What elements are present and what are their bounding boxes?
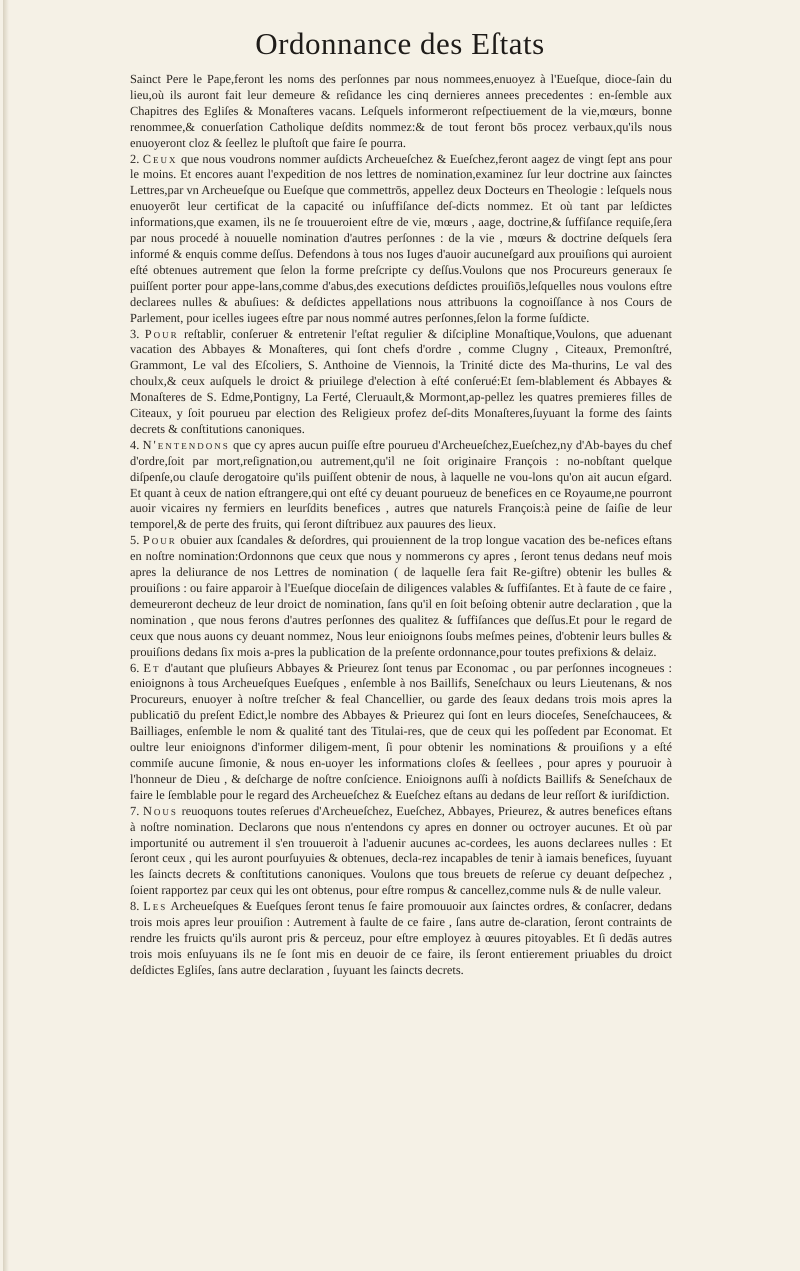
paragraph-4 xyxy=(130,438,672,533)
paragraph-text: reſtablir, conſeruer & entretenir l'eſtat regulier & diſcipline Monaſtique,Voulons, que aduenant vacation des Abbayes & Monaſteres, qui ſont chefs d'ordre , comme Clugny , Citeaux, Premonſtré, Grammont, Le val des Eſcoliers, S. Anthoine de Viennois, la Trinité dicte des Ma-thurins, Le val des choulx,& ceux auſquels le droict & priuilege d'election à eſté conſerué:Et ſem-blablement és Abbayes & Monaſteres de S. Edme,Pontigny, La Ferté, Cleruault,& Mormont,ap-pellez les quatres premieres filles de Citeaux, y ſoit pourueu par election des Religieux profez deſ-dits Monaſteres,ſuyuant la forme des ſaints decrets & conſtitutions canoniques. xyxy=(130,326,672,436)
paragraph-text: Archeueſques & Eueſques ſeront tenus ſe faire promouuoir aux ſainctes ordres, & conſacrer, dedans trois mois apres leur prouiſion : Autrement à faulte de ce faire , ſans autre de-claration, ſeront contraints de rendre les fruicts qu'ils auront pris & perceuz, pour eſtre employez à œuures pitoyables. Et ſi dedās autres trois mois enſuyuans ils ne ſe ſont mis en deuoir de ce faire, ils ſeront entierement priuables du droict deſdictes Egliſes, ſans autre declaration , ſuyuant les ſaincts decrets. xyxy=(130,899,672,977)
page-gutter-shadow xyxy=(3,0,9,1271)
page-title: Ordonnance des Eſtats xyxy=(255,26,545,61)
paragraph-7 xyxy=(130,804,672,899)
article-lead-word: Et xyxy=(143,660,161,675)
paragraph-8 xyxy=(130,899,672,979)
article-lead-word: Pour xyxy=(144,326,179,341)
paragraph-text: d'autant que pluſieurs Abbayes & Prieurez ſont tenus par Economac , ou par perſonnes incogneues : enioignons à tous Archeueſques Eueſques , enſemble à nos Baillifs, Seneſchaux ou leurs Lieutenans, & nos Procureurs, enuoyer à noſtre treſcher & feal Chancellier, ou garde des ſeaux dedans trois mois apres la publicatiō du preſent Edict,le nombre des Abbayes & Prieurez qui ſont en leurs dioceſes, Seneſchaucees, & Bailliages, enſemble le nom & qualité tant des Titulai-res, que de ceux qui les poſſedent par Economat. Et oultre leur enioignons d'informer diligem-ment, ſi pour obtenir les nominations & prouiſions y a eſté commiſe aucune ſimonie, & nous en-uoyer les informations cloſes & ſeellees , pour apres y pouruoir à l'honneur de Dieu , & deſcharge de noſtre conſcience. Enioignons auſſi à noſdicts Baillifs & Seneſchaux de faire le ſemblable pour le regard des Archeueſchez & Eueſchez eſtans au dedans de leur reſſort & iuriſdiction. xyxy=(130,660,673,802)
article-lead-word: Les xyxy=(143,899,168,914)
article-number: 8. xyxy=(130,899,140,914)
paragraph-6 xyxy=(130,661,672,804)
paragraph-5 xyxy=(130,533,672,660)
paragraph-text: obuier aux ſcandales & deſordres, qui prouiennent de la trop longue vacation des be-nefices eſtans en noſtre nomination:Ordonnons que ceux que nous y nommerons cy apres , ſeront tenus dedans neuf mois apres la deliurance de nos Lettres de nomination ( de laquelle ſera fait Re-giſtre) obtenir les bulles & prouiſions : ou faire apparoir à l'Eueſque dioceſain de diligences valables & ſuffiſantes. Et à faute de ce faire , demeureront decheuz de leur droict de nomination, ſans qu'il en ſoit beſoing obtenir autre declaration , que la nomination , que nous ferons d'autres perſonnes des qualitez & ſuffiſances que deſſus.Et pour le regard de ceux que nous auons cy deuant nommez, Nous leur enioignons ſoubs meſmes peines, d'obtenir leurs bulles & prouiſions dedans ſix mois a-pres la publication de la preſente ordonnance,pour toutes prefixions & delaiz. xyxy=(130,533,672,659)
article-number: 7. xyxy=(130,803,140,818)
article-number: 4. xyxy=(130,437,140,452)
article-lead-word: Pour xyxy=(142,533,177,548)
article-number: 2. xyxy=(130,151,140,166)
paragraph-1 xyxy=(130,72,672,152)
paragraph-2 xyxy=(130,152,672,327)
paragraph-text: que cy apres aucun puiſſe eſtre pourueu d'Archeueſchez,Eueſchez,ny d'Ab-bayes du chef d'ordre,ſoit par mort,reſignation,ou autrement,qu'il ne ſoit originaire François : no-nobſtant quelque diſpenſe,ou clauſe derogatoire qu'ils puiſſent obtenir de nous, à laquelle ne vou-lons qu'on ait aucun eſgard. Et quant à ceux de nation eſtrangere,qui ont eſté cy deuant pourueuz de benefices en ce Royaume,ne pourront auoir vicaires ny fermiers en leurſdits benefices , autres que naturels François:à peine de ſaiſie de leur temporel,& de perte des fruits, qui ſeront diſtribuez aux pauures des lieux. xyxy=(130,437,672,532)
article-number: 6. xyxy=(130,660,140,675)
article-number: 5. xyxy=(130,533,140,548)
paragraph-text: que nous voudrons nommer auſdicts Archeueſchez & Eueſchez,feront aagez de vingt ſept ans pour le moins. Et encores auant l'expedition de nos lettres de nomination,examinez ſur leur doctrine aux ſainctes Lettres,par vn Archeueſque ou Eueſque que commettrōs, appellez deux Docteurs en Theologie : leſquels nous enuoyerōt leur certificat de la capacité ou inſuffiſance deſ-dicts nommez. Et où tant par leſdictes informations,que examen, ils ne ſe trouueroient eſtre de vie, mœurs , aage, doctrine,& ſuffiſance requiſe,ſera par nous procedé à nouuelle nomination d'autres perſonnes : de la vie , mœurs & doctrine deſquels ſera informé & enquis comme deſſus. Defendons à tous nos Iuges d'auoir aucuneſgard aux prouiſions qui auroient eſté obtenues autrement que ſelon la forme preſcripte cy deſſus.Voulons que nos Procureurs generaux ſe puiſſent porter pour appe-lans,comme d'abus,des executions deſdictes prouiſiōs,leſquelles nous voulons eſtre declarees nulles & abuſiues: & deſdictes appellations nous attribuons la cognoiſſance à nos Cours de Parlement, pour icelles iugees eſtre par nous nommé autres perſonnes,ſelon la forme ſuſdicte. xyxy=(130,151,672,325)
article-lead-word: Nous xyxy=(142,803,178,818)
body-text xyxy=(130,72,672,979)
paragraph-text: reuoquons toutes reſerues d'Archeueſchez, Eueſchez, Abbayes, Prieurez, & autres benefices eſtans à noſtre nomination. Declarons que nous n'entendons cy apres en donner ou octroyer aucunes. Et où par importunité ou autrement il s'en trouueroit à l'aduenir aucunes ac-cordees, les auons declarees nulles : Et ſeront ceux , qui les auront pourſuyuies & obtenues, decla-rez incapables de tenir à iamais benefices, ſuyuant les ſaincts decrets & conſtitutions canoniques. Voulons que tous breuets de reſerue cy deuant deſpechez , ſoient rapportez par ceux qui les ont obtenus, pour eſtre rompus & cancellez,comme nuls & de nulle valeur. xyxy=(130,803,672,898)
paragraph-3 xyxy=(130,327,672,438)
article-number: 3. xyxy=(130,326,140,341)
article-lead-word: N'entendons xyxy=(142,437,230,452)
article-lead-word: Ceux xyxy=(142,151,178,166)
paragraph-text: Sainct Pere le Pape,feront les noms des perſonnes par nous nommees,enuoyez à l'Eueſque, dioce-ſain du lieu,où ils auront fait leur demeure & reſidance les cinq dernieres annees precedentes : en-ſemble aux Chapitres des Egliſes & Monaſteres vacans. Leſquels informeront reſpectiuement de la vie,mœurs, bonne renommee,& conuerſation Catholique deſdits nommez:& de tout feront bōs procez verbaux,qu'ils nous enuoyeront cloz & ſeellez le pluſtoſt que faire ſe pourra. xyxy=(130,72,672,150)
